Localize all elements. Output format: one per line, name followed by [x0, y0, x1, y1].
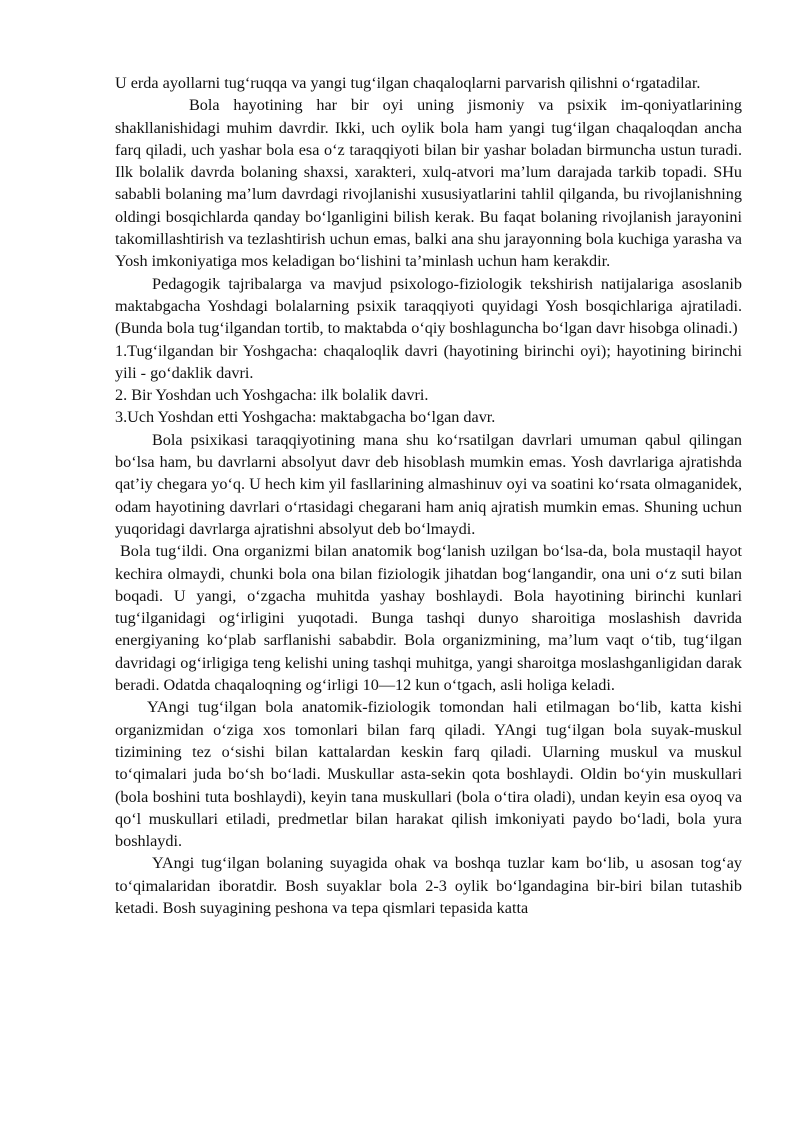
list-item-2: 2. Bir Yoshdan uch Yoshgacha: ilk bolalik davri. [115, 386, 429, 405]
paragraph-6: YAngi tug‘ilgan bola anatomik-fiziologik tomondan hali etilmagan bo‘lib, katta kishi organizmidan o‘ziga xos tomonlari bilan farq qiladi. YAngi tug‘ilgan bola suyak-muskul tizimining tez o‘sishi bilan kattalardan keskin farq qiladi. Ularning muskul va muskul to‘qimalari juda bo‘sh bo‘ladi. Muskullar asta-sekin qota boshlaydi. Oldin bo‘yin muskullari (bola boshini tuta boshlaydi), keyin tana muskullari (bola o‘tira oladi), undan keyin esa oyoq va qo‘l muskullari etiladi, predmetlar bilan harakat qilish imkoniyati paydo bo‘ladi, bola yura boshlaydi. [115, 698, 742, 851]
paragraph-1: U erda ayollarni tug‘ruqqa va yangi tug‘ilgan chaqaloqlarni parvarish qilishni o‘rgatadilar. [115, 74, 701, 92]
document-page [115, 72, 742, 919]
paragraph-4: Bola psixikasi taraqqiyotining mana shu ko‘rsatilgan davrlari umuman qabul qilingan bo‘lsa ham, bu davrlarni absolyut davr deb hisoblash mumkin emas. Yosh davrlariga ajratishda qat’iy chegara yo‘q. U hech kim yil fasllarining almashinuv oyi va soatini ko‘rsata olmaganidek, odam hayotining davrlari o‘rtasidagi chegarani ham aniq ajratish mumkin emas. Shuning uchun yuqoridagi davrlarga ajratishni absolyut deb bo‘lmaydi. [115, 430, 742, 538]
paragraph-3: Pedagogik tajribalarga va mavjud psixologo-fiziologik tekshirish natijalariga asoslanib maktabgacha Yoshdagi bolalarning psixik taraqqiyoti quyidagi Yosh bosqichlariga ajratiladi.(Bunda bola tug‘ilgandan tortib, to maktabda o‘qiy boshlaguncha bo‘lgan davr hisobga olinadi.) [115, 274, 742, 338]
list-item-1: 1.Tug‘ilgandan bir Yoshgacha: chaqaloqlik davri (hayotining birinchi oyi); hayotining birinchi yili - go‘daklik davri. [115, 341, 742, 382]
list-item-3: 3.Uch Yoshdan etti Yoshgacha: maktabgacha bo‘lgan davr. [115, 408, 496, 427]
paragraph-7: YAngi tug‘ilgan bolaning suyagida ohak va boshqa tuzlar kam bo‘lib, u asosan tog‘ay to‘qimalaridan iboratdir. Bosh suyaklar bola 2-3 oylik bo‘lgandagina bir-biri bilan tutashib ketadi. Bosh suyagining peshona va tepa qismlari tepasida katta [115, 854, 742, 917]
paragraph-2: Bola hayotining har bir oyi uning jismoniy va psixik im-qoniyatlarining shakllanishidagi muhim davrdir. Ikki, uch oylik bola ham yangi tug‘ilgan chaqaloqdan ancha farq qiladi, uch yashar bola esa o‘z taraqqiyoti bilan bir yashar boladan birmuncha ustun turadi. Ilk bolalik davrda bolaning shaxsi, xarakteri, xulq-atvori ma’lum darajada tarkib topadi. SHu sababli bolaning ma’lum davrdagi rivojlanishi xususiyatlarini tahlil qilganda, bu rivojlanishning oldingi bosqichlarda qanday bo‘lganligini bilish kerak. Bu faqat bolaning rivojlanish jarayonini takomillashtirish va tezlashtirish uchun emas, balki ana shu jarayonning bola kuchiga yarasha va Yosh imkoniyatiga mos keladigan bo‘lishini ta’minlash uchun ham kerakdir. [115, 96, 742, 271]
paragraph-5: Bola tug‘ildi. Ona organizmi bilan anatomik bog‘lanish uzilgan bo‘lsa-da, bola mustaqil hayot kechira olmaydi, chunki bola ona bilan fiziologik jihatdan bog‘langandir, ona uni o‘z suti bilan boqadi. U yangi, o‘zgacha muhitda yashay boshlaydi. Bola hayotining birinchi kunlari tug‘ilganidagi og‘irligini yuqotadi. Bunga tashqi dunyo sharoitiga moslashish davrida energiyaning ko‘plab sarflanishi sababdir. Bola organizmining, ma’lum vaqt o‘tib, tug‘ilgan davridagi og‘irligiga teng kelishi uning tashqi muhitga, yangi sharoitga moslashganligidan darak beradi. Odatda chaqaloqning og‘irligi 10—12 kun o‘tgach, asli holiga keladi. [115, 542, 742, 695]
